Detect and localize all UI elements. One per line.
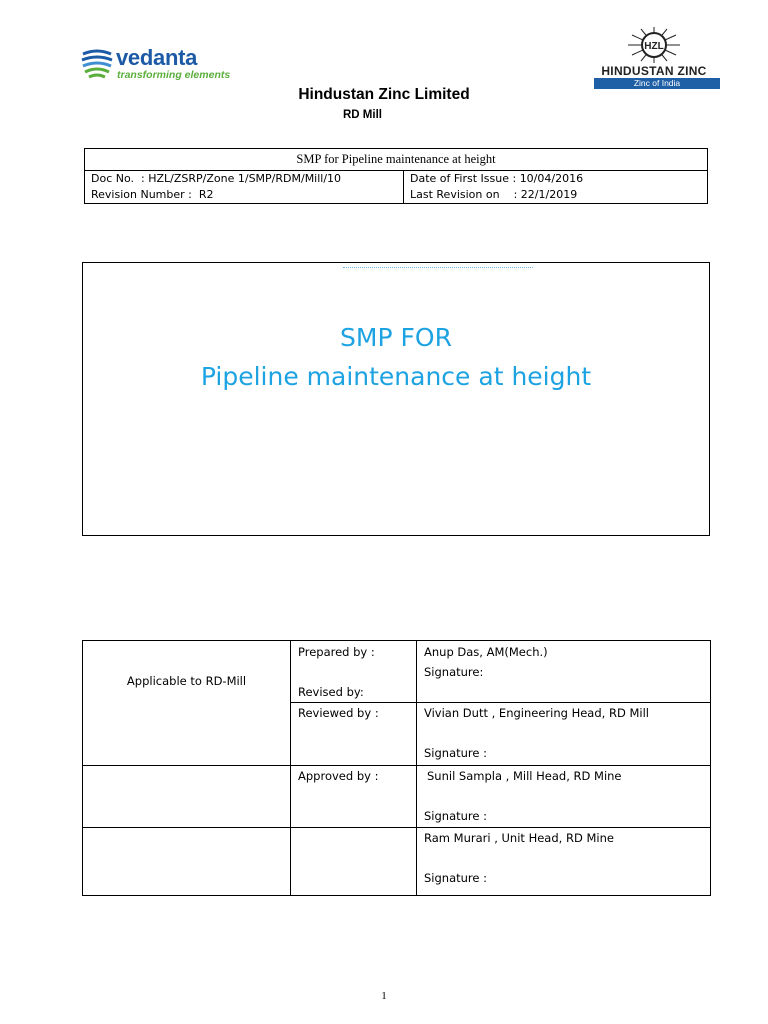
reviewed-value-cell [417,703,711,766]
vedanta-logo [80,44,260,84]
approved-by-label: Approved by : [298,769,379,783]
empty-cell [291,828,417,896]
final-approver-value: Ram Murari , Unit Head, RD Mine [424,831,614,845]
doc-number-cell [85,171,404,204]
revised-by-label: Revised by: [298,685,364,699]
unit-title: RD Mill [343,109,382,121]
prepared-signature-label: Signature: [424,665,484,679]
reviewed-signature-label: Signature : [424,746,488,760]
hindustan-zinc-logo [590,26,720,90]
applicable-cell [83,641,291,766]
prepared-by-label: Prepared by : [298,645,375,659]
final-approver-cell [417,828,711,896]
applicable-to-label: Applicable to RD-Mill [126,674,247,688]
company-title: Hindustan Zinc Limited [298,86,470,103]
reviewed-by-label: Reviewed by : [298,706,379,720]
approved-label-cell [291,766,417,828]
title-line-1: SMP FOR [340,323,452,352]
prepared-value-cell [417,641,711,703]
prepared-label-cell [291,641,417,703]
approval-table [82,640,711,896]
doc-no-label: Doc No. [91,172,135,185]
final-signature-label: Signature : [424,871,488,885]
revision-number-label: Revision Number : [91,188,192,201]
vedanta-tagline: transforming elements [117,69,231,81]
document-title: SMP for Pipeline maintenance at height [85,149,708,171]
revision-number-value: R2 [198,188,214,201]
dotted-divider [343,267,533,270]
approved-signature-label: Signature : [424,809,488,823]
vedanta-leaf-icon [80,46,114,80]
document-info-table [84,148,708,204]
empty-cell [83,828,291,896]
hz-wordmark: HINDUSTAN ZINC [601,64,707,78]
first-issue-label: Date of First Issue : [410,172,517,185]
vedanta-wordmark: vedanta [116,45,198,70]
hz-tagline: Zinc of India [594,78,720,89]
first-issue-value: 10/04/2016 [519,172,584,185]
last-revision-value: : 22/1/2019 [513,188,578,201]
last-revision-label: Last Revision on [410,188,500,201]
reviewed-by-value: Vivian Dutt , Engineering Head, RD Mill [424,706,649,720]
prepared-by-value: Anup Das, AM(Mech.) [424,645,548,659]
page-number: 1 [381,990,387,1002]
title-line-2: Pipeline maintenance at height [200,362,592,391]
hz-sunburst-emblem-icon [623,26,685,64]
approved-value-cell [417,766,711,828]
hz-emblem-letters: HZL [644,41,664,52]
title-box [82,262,710,536]
doc-dates-cell [404,171,708,204]
approved-by-value: Sunil Sampla , Mill Head, RD Mine [427,769,622,783]
reviewed-label-cell [291,703,417,766]
doc-no-value: : HZL/ZSRP/Zone 1/SMP/RDM/Mill/10 [141,172,342,185]
empty-cell [83,766,291,828]
